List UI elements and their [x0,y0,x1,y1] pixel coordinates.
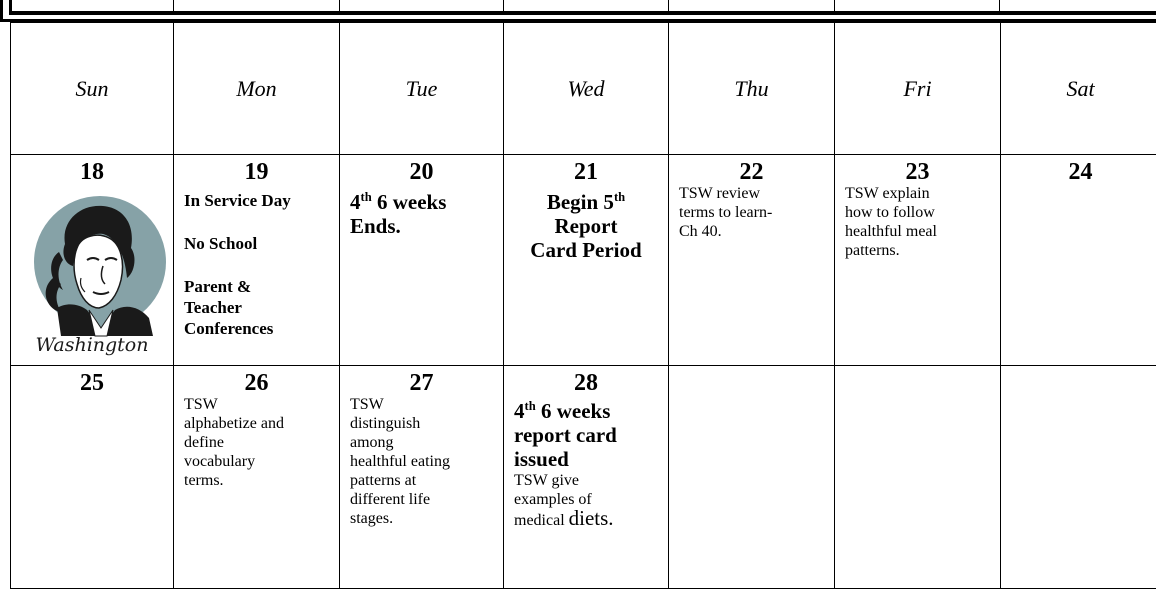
event-line: define [184,434,224,451]
event-line: Teacher [184,298,242,317]
event-line: report card [514,423,617,447]
week-row [11,155,1156,366]
weekday-header-tue: Tue [340,23,504,155]
ordinal-number: 4 [350,190,361,214]
day-number: 18 [80,159,104,185]
day-number: 26 [244,370,269,396]
banner-divider [668,0,669,12]
event-text: diets. [568,506,614,530]
event-line: among [350,434,394,451]
day-cell-25 [11,366,174,589]
event-text: medical [514,512,569,529]
event-line: healthful eating [350,453,450,470]
event-line: stages. [350,510,394,527]
event-line: TSW [184,396,218,413]
day-cell-21 [504,155,669,366]
day-cell-empty [1001,366,1156,589]
event-line [504,184,668,214]
banner-divider [339,0,340,12]
event-line: how to follow [845,204,935,221]
weekday-header-mon: Mon [174,23,340,155]
day-cell-26 [174,366,340,589]
weekday-header-wed: Wed [504,23,669,155]
event-line: patterns at [350,472,417,489]
event-line: different life [350,491,431,508]
banner-divider [503,0,504,12]
banner-divider [834,0,835,12]
event-line: distinguish [350,415,421,432]
day-number: 19 [244,159,269,185]
event-line: Ends. [350,214,401,238]
day-cell-20 [340,155,504,366]
day-number: 20 [409,159,434,185]
event-text: Begin 5 [546,190,614,214]
event-line: TSW review [679,185,761,202]
day-number: 22 [739,159,764,185]
day-cell-27 [340,366,504,589]
event-line [340,184,503,214]
ordinal-suffix: th [524,399,536,414]
day-number: 21 [574,159,598,185]
event-line: issued [514,447,569,471]
event-text: 6 weeks [535,399,611,423]
banner-divider [173,0,174,12]
ordinal-suffix: th [613,190,626,205]
event-line: In Service Day [184,191,291,210]
washington-portrait-image [17,186,167,356]
day-number: 24 [1068,159,1093,185]
event-line: examples of [514,491,592,508]
event-line: TSW [350,396,384,413]
day-number: 28 [574,370,598,396]
week-row [11,366,1156,589]
day-cell-23 [835,155,1001,366]
event-line: vocabulary [184,453,256,470]
event-line: patterns. [845,242,900,259]
banner-divider [999,0,1000,12]
event-line: No School [184,234,258,253]
event-line: Card Period [530,238,642,262]
day-cell-24 [1001,155,1156,366]
image-caption: Washington [35,334,149,356]
banner-frame [0,0,1156,22]
weekday-header-thu: Thu [669,23,835,155]
calendar-grid [10,22,1156,589]
event-line: terms. [184,472,224,489]
event-line: TSW explain [845,185,930,202]
day-cell-empty [835,366,1001,589]
weekday-header-sun: Sun [11,23,174,155]
ordinal-suffix: th [360,190,372,205]
event-line: Report [554,214,618,238]
event-line: TSW give [514,472,580,489]
event-line: Ch 40. [679,223,722,240]
event-line [504,395,668,423]
event-line: healthful meal [845,223,937,240]
weekday-header-row [11,23,1156,155]
weekday-header-sat: Sat [1001,23,1156,155]
event-line [504,506,668,530]
day-cell-19 [174,155,340,366]
day-number: 25 [80,370,104,396]
event-line: terms to learn- [679,204,773,221]
day-number: 27 [409,370,434,396]
day-cell-18 [11,155,174,366]
day-cell-22 [669,155,835,366]
event-line: alphabetize and [184,415,284,432]
ordinal-number: 4 [514,399,525,423]
event-line: Parent & [184,277,252,296]
weekday-header-fri: Fri [835,23,1001,155]
banner-inner-border [9,0,1156,15]
day-cell-empty [669,366,835,589]
day-number: 23 [905,159,930,185]
event-text: 6 weeks [371,190,447,214]
event-line: Conferences [184,319,274,338]
day-cell-28 [504,366,669,589]
